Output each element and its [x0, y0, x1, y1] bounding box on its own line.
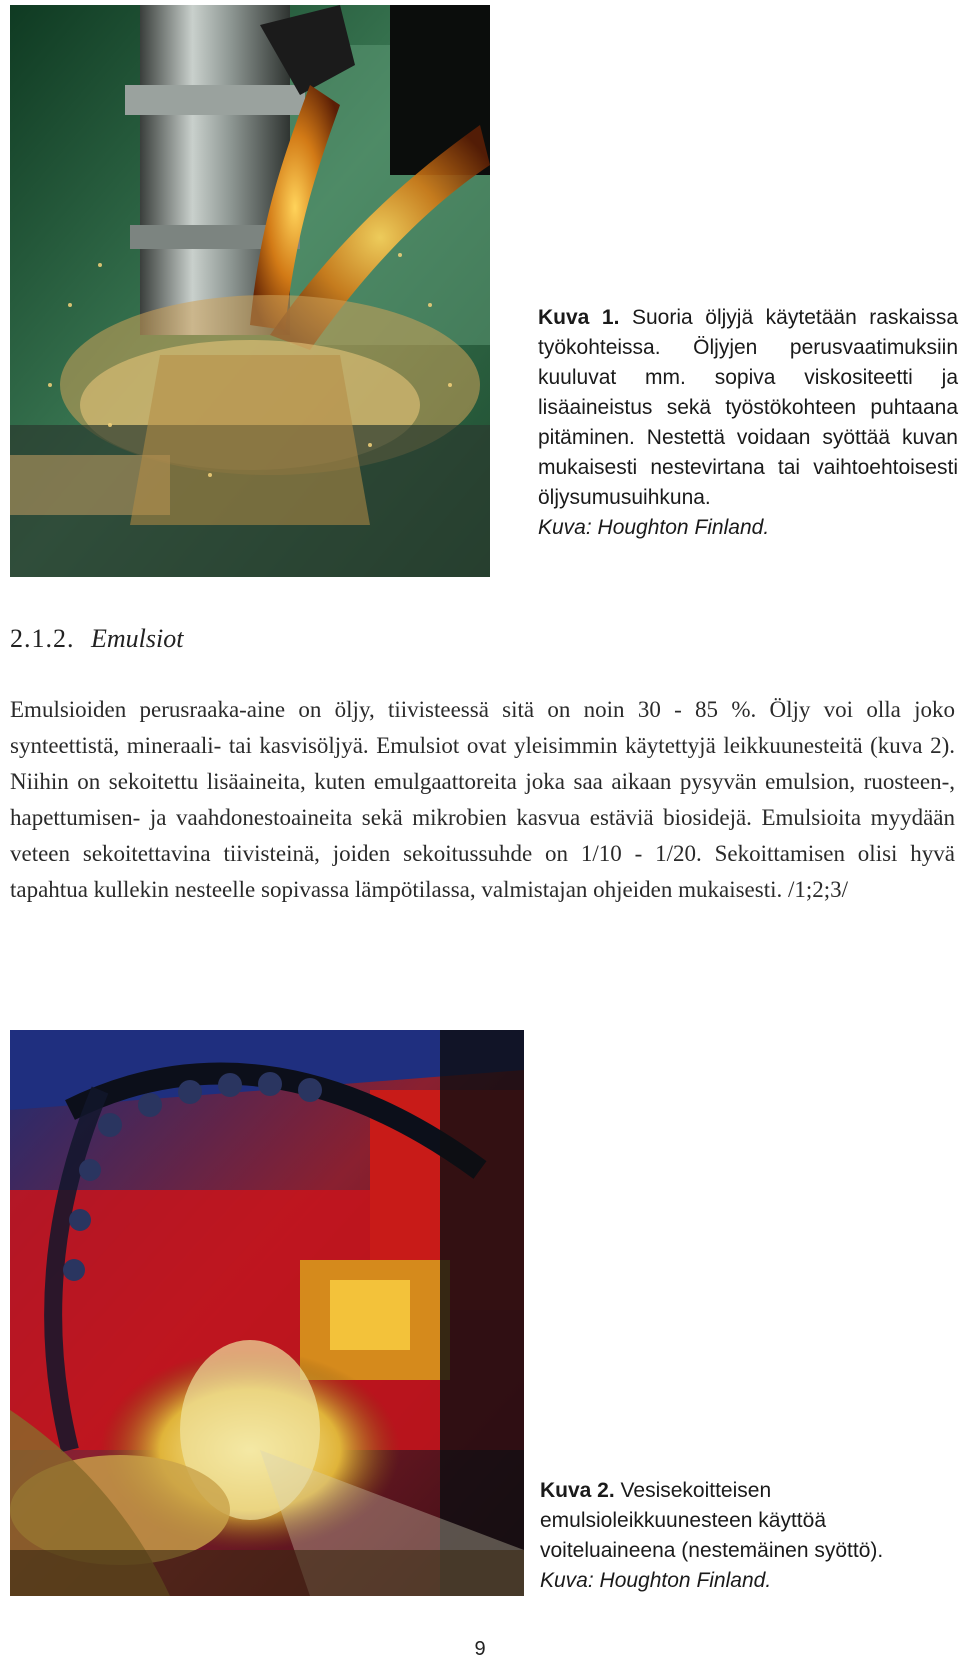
figure-2-caption-text: Vesisekoitteisen emulsioleikkuunesteen käyttöä voiteluaineena (nestemäinen syöttö). — [540, 1479, 884, 1562]
figure-1-caption — [538, 303, 958, 543]
figure-1-caption-text: Suoria öljyjä käytetään raskaissa työkohteissa. Öljyjen perusvaatimuksiin kuuluvat mm. sopiva viskositeetti ja lisäaineistus sekä työstökohteen puhtaana pitäminen. Nestettä voidaan syöttää kuvan mukaisesti nestevirtana tai vaihtoehtoisesti öljysumusuihkuna. — [538, 306, 958, 509]
figure-1-caption-credit: Kuva: Houghton Finland. — [538, 516, 770, 539]
figure-1-photo — [10, 5, 490, 577]
figure-2-caption-credit: Kuva: Houghton Finland. — [540, 1569, 772, 1592]
figure-1-caption-label: Kuva 1. — [538, 306, 620, 329]
body-paragraph: Emulsioiden perusraaka-aine on öljy, tiivisteessä sitä on noin 30 - 85 %. Öljy voi olla joko synteettistä, mineraali- tai kasvisöljyä. Emulsiot ovat yleisimmin käytettyjä leikkuunesteitä (kuva 2). Niihin on sekoitettu lisäaineita, kuten emulgaattoreita joka saa aikaan pysyvän emulsion, ruosteen-, hapettumisen- ja vaahdonestoaineita sekä mikrobien kasvua estäviä biosidejä. Emulsioita myydään veteen sekoitettavina tiivisteinä, joiden sekoitussuhde on 1/10 - 1/20. Sekoittamisen olisi hyvä tapahtua kullekin nesteelle sopivassa lämpötilassa, valmistajan ohjeiden mukaisesti. /1;2;3/ — [10, 697, 955, 902]
page-number: 9 — [474, 1638, 486, 1660]
figure-2-photo — [10, 1030, 524, 1596]
section-title: Emulsiot — [91, 624, 184, 653]
section-number: 2.1.2. — [10, 624, 75, 653]
figure-2-caption-label: Kuva 2. — [540, 1479, 615, 1502]
section-heading — [10, 624, 183, 654]
figure-2-caption — [540, 1476, 960, 1596]
